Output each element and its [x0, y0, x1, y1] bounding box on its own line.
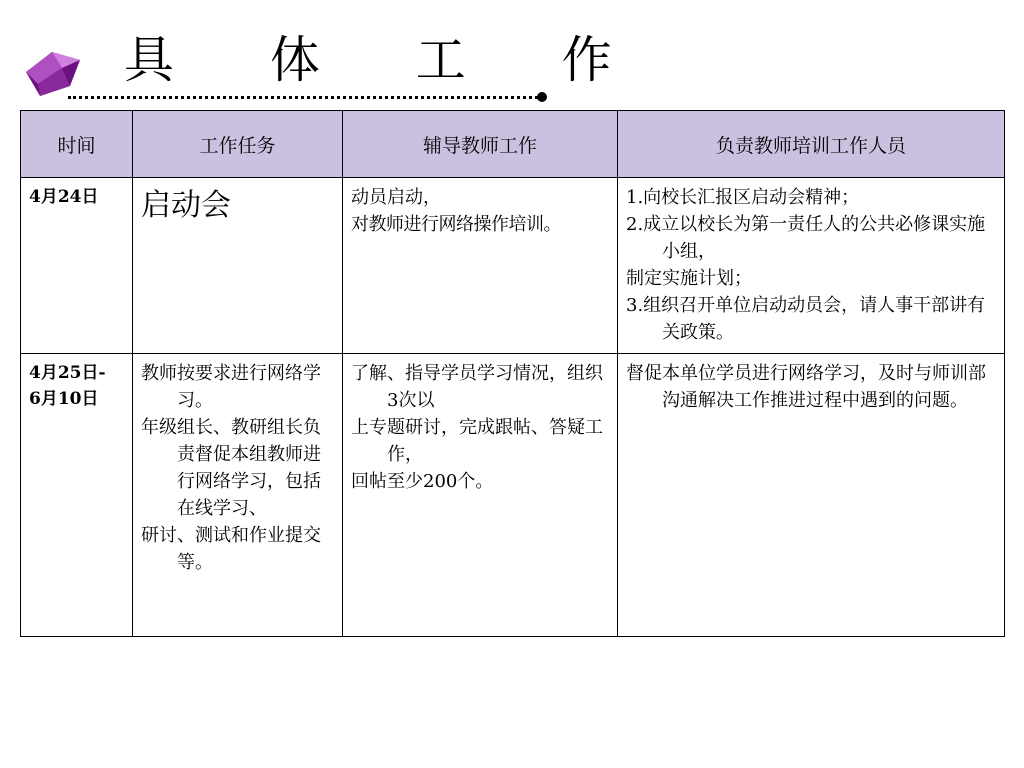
tutor-line: 了解、指导学员学习情况，组织3次以: [351, 363, 603, 411]
table-header-row: [21, 111, 1005, 178]
tutor-line: 上专题研讨，完成跟帖、答疑工作，: [351, 417, 603, 465]
page-title: 具 体 工 作: [124, 31, 652, 89]
date-text: 4月24日: [29, 187, 99, 207]
cell-tutor: [343, 178, 618, 354]
staff-line: 2.成立以校长为第一责任人的公共必修课实施小组，: [626, 214, 986, 262]
table-row: [21, 178, 1005, 354]
staff-line: 3.组织召开单位启动动员会，请人事干部讲有关政策。: [626, 295, 986, 343]
cell-date: [21, 354, 133, 637]
dotted-underline: [68, 96, 538, 99]
slide-header: [0, 0, 1024, 110]
task-line: 研讨、测试和作业提交等。: [141, 525, 321, 573]
date-start: 4月25日-: [29, 363, 106, 383]
header-training-staff: 负责教师培训工作人员: [618, 111, 1005, 178]
staff-line: 1.向校长汇报区启动会精神；: [626, 187, 860, 208]
cell-tutor: [343, 354, 618, 637]
header-tutor-work: 辅导教师工作: [343, 111, 618, 178]
header-time: 时间: [21, 111, 133, 178]
task-text: 启动会: [141, 188, 231, 223]
task-line: 年级组长、教研组长负责督促本组教师进行网络学习，包括在线学习、: [141, 417, 321, 519]
cell-staff: [618, 178, 1005, 354]
tutor-line: 回帖至少200个。: [351, 471, 494, 492]
gem-icon: [22, 48, 90, 102]
cell-date: [21, 178, 133, 354]
cell-task: [133, 354, 343, 637]
task-line: 教师按要求进行网络学习。: [141, 363, 321, 411]
staff-line: 督促本单位学员进行网络学习，及时与师训部沟通解决工作推进过程中遇到的问题。: [626, 363, 986, 411]
cell-task: [133, 178, 343, 354]
table-row: [21, 354, 1005, 637]
work-schedule-table: [20, 110, 1005, 637]
header-task: 工作任务: [133, 111, 343, 178]
tutor-line: 对教师进行网络操作培训。: [351, 214, 561, 235]
tutor-line: 动员启动，: [351, 187, 441, 208]
staff-line: 制定实施计划；: [626, 268, 752, 289]
cell-staff: [618, 354, 1005, 637]
date-end: 6月10日: [29, 389, 99, 409]
underline-end-dot: [537, 92, 547, 102]
